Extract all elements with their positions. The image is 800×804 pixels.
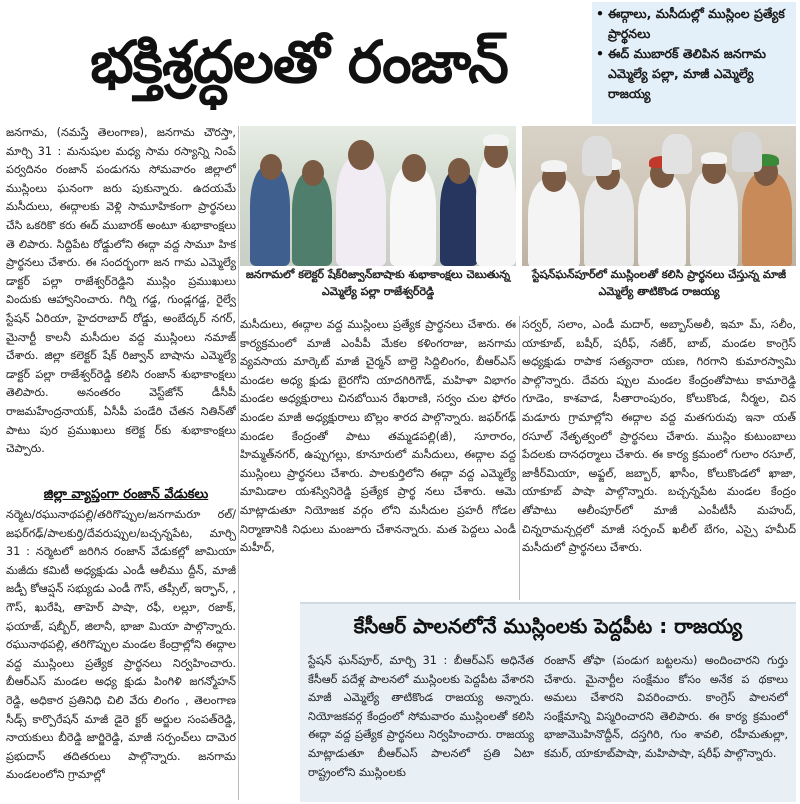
bullet-icon: •	[596, 6, 604, 21]
article-column-middle: మసీదులు, ఈద్గాల వద్ద ముస్లింలు ప్రత్యేక ప్రార్థనలు చేశారు. ఈ కార్యక్రమంలో మాజీ ఎంపీపీ మేకల కళింగరాజు, జనగామ వ్యవసాయ మార్కెట్ మాజీ చైర్మన్ బాల్దె సిద్దిలింగం, బీఆర్ఎస్ మండల అధ్య క్షుడు బైరగోని యాదగిరిగౌడ్, మహిళా విభాగం మండల అధ్యక్షురాలు చినబోయిన రేఖరాణి, సర్వం చుల ఫోరం మండల మాజీ అధ్యక్షురాలు బొల్లం శారద పాల్గొన్నారు. జఫర్‌గఢ్ మండల కేంద్రంతో పాటు తమ్మడపల్లి(జీ), సూరారం, హిమ్మత్‌నగర్, ఉప్పుగల్లు, కూనూరులో మసీదులు, ఈద్గాల వద్ద ముస్లింలు ప్రార్థనలు చేశారు. పాలకుర్తిలోని ఈద్గా వద్ద ఎమ్మెల్యే మామిడాల యశస్వినిరెడ్డి ప్రత్యేక ప్రార్థ నలు చేశారు. ఆమె మాట్లాడుతూ నియోజక వర్గం లోని మసీదుల ప్రహరీ గోడల నిర్మాణానికి నిధులు మంజూరు చేశానన్నారు. మత పెద్దలు ఎండీ మహీద్,	[240, 318, 516, 555]
photo-caption-1: జనగామలో కలెక్టర్ షేక్‌రిజ్వాన్‌బాషాకు శుభాకాంక్షలు చెబుతున్న ఎమ్మెల్యే పల్లా రాజేశ్వర్‌రెడ్డి	[245, 268, 511, 298]
kicker-item	[596, 4, 792, 44]
sidebar-story-column-2: రంజాన్ తోఫా (పండుగ బట్టలను) అందించారని గుర్తు చేశారు. మైనార్టీల సంక్షేమం కోసం అనేక ప థకాలు అమలు చేశారని వివరించారు. కాంగ్రెస్ పాలనలో సంక్షేమాన్ని విస్మరించారని తెలిపారు. ఈ కార్య క్రమంలో భాజామొహినొద్దీన్, దస్తగిరి, గుం శావలి, రహీమతుల్లా, కమర్, యాకూబ్‌పాషా, మహిపాషా, షరీఫ్ పాల్గొన్నారు.	[544, 654, 788, 760]
photo-collector-greeting	[240, 126, 516, 266]
sidebar-story-column-1: స్టేషన్ ఘన్‌పూర్, మార్చి 31 : బీఆర్ఎస్ అధినేత కేసీఆర్ పదేళ్ల పాలనలో ముస్లింలకు పెద్దపీట వేశారని మాజీ ఎమ్మెల్యే తాటికొండ రాజయ్య అన్నారు. నియోజకవర్గ కేంద్రంలో సోమవారం ముస్లింలతో కలిసి ఈద్గా వద్ద ప్రత్యేక ప్రార్థనలు నిర్వహించారు. రాజయ్య మాట్లాడుతూ బీఆర్ఎస్ పాలనలో ప్రతి ఏటా రాష్ట్రంలోని ముస్లింలకు	[308, 654, 534, 779]
headline: భక్తిశ్రద్ధలతో రంజాన్	[90, 28, 508, 96]
kicker-text: ఈద్గాలు, మసీదుల్లో ముస్లింల ప్రత్యేక ప్రార్థనలు	[608, 6, 785, 41]
subheading: జిల్లా వ్యాప్తంగా రంజాన్ వేడుకలు	[43, 487, 209, 502]
article-column-left-lower: నర్మెట/రఘునాథపల్లి/తరిగొప్పుల/జనగామరూ రల్/జఫర్‌గఢ్/పాలకుర్తి/దేవరుప్పుల/బచ్చన్నపేట, మార్చి 31 : నర్మెటలో జరిగిన రంజాన్ వేడుకల్లో జామియా మజీదు కమిటీ అధ్యక్షుడు ఎండీ ఆలీము ద్దీన్, మాజీ జడ్పీ కోఆప్షన్ సభ్యుడు ఎండీ గౌస్, తప్సీల్, ఇర్ఫాన్, , గౌస్, ఖురేషి, తాహెర్ పాషా, రఫీ, లల్లూ, రజాక్, ఫయాజ్, షబ్బీర్, జిలానీ, భాజా మియా పాల్గొన్నారు. రఘునాథపల్లి, తరిగొప్పుల మండల కేంద్రాల్లోని ఈద్గాల వద్ద ముస్లింలు ప్రత్యేక ప్రార్థనలు నిర్వహించారు. బీఆర్ఎస్ మండల అధ్య క్షుడు పింగిళి జగన్మోహన్ రెడ్డి, అధికార ప్రతినిధి చిలి వేరు లింగం , తెలంగాణ సీడ్స్ కార్పొరేషన్ మాజీ డైరె క్టర్ అర్జుల సంపత్‌రెడ్డి, నాయకులు బీరెడ్డి జార్జిరెడ్డి, మాజీ సర్పంచ్‌లు దామెర ప్రభుదాస్ తదితరులు పాల్గొన్నారు. జనగామ మండలంలోని గ్రామాల్లో	[6, 508, 236, 782]
article-column-right: సర్వర్, సలాం, ఎండీ మదార్, అబ్బాస్‌అలీ, ఇమా మ్, సలీం, యాకూబ్, బషీర్, షరీఫ్, నజీర్, బాబ్, మండల కాంగ్రెస్ అధ్యక్షుడు రాపాక సత్యనారా యణ, గిరగాని కుమారస్వామి పాల్గొన్నారు. దేవరు ప్పుల మండల కేంద్రంతోపాటు కామారెడ్డి గూడెం, కాశవాడ, సీతారాంపురం, కోలుకొండ, నీర్మల, చిన మడూరు గ్రామాల్లోని ఈద్గాల వద్ద మతగురువు ఇనా యత్ రసూల్ నేతృత్వంలో ప్రార్థనలు చేశారు. ముస్లిం కుటుంబాలు పేదలకు దానధర్మాలు చేశారు. ఈ కార్య క్రమంలో గులాం రసూల్, జాకీర్‌మియా, అఫ్జల్, జబ్బార్, ఖాసీం, కోలుకొండలో ఖాజా, యాకూబ్ పాషా పాల్గొన్నారు. బచ్చన్నపేట మండల కేంద్రం తోపాటు ఆలీంపూర్‌లో మాజీ ఎంపీటీసీ మహుద్, చిన్నరామన్చర్లలో మాజీ సర్పంచ్ ఖలీల్ బేగం, ఎస్సై హమీద్ మసీదులో ప్రార్థనలు చేశారు.	[522, 318, 796, 555]
kicker-item	[596, 44, 792, 104]
photo-caption-2: స్టేషన్‌ఘన్‌పూర్‌లో ముస్లింలతో కలిసి ప్రార్థనలు చేస్తున్న మాజీ ఎమ్మెల్యే తాటికొండ రాజయ్య	[531, 268, 787, 298]
kicker-box	[592, 2, 796, 124]
photo-prayers	[522, 126, 796, 266]
sidebar-story-headline: కేసీఆర్ పాలనలోనే ముస్లింలకు పెద్దపీట : రాజయ్య	[353, 614, 743, 638]
column-divider	[519, 316, 520, 600]
article-column-left: జనగామ, (నమస్తే తెలంగాణ), జనగామ చౌరస్తా, మార్చి 31 : మనుషుల మధ్య సామ రస్యాన్ని నింపే పర్వదినం రంజాన్ పండుగను సోమవారం జిల్లాలో ముస్లింలు ఘనంగా జరు పుకున్నారు. ఉదయమే మసీదులు, ఈద్గాలకు వెళ్లి సామూహికంగా ప్రార్థనలు చేసి ఒకరికొ కరు ఈద్ ముబారక్ అంటూ శుభాకాంక్షలు తె లిపారు. సిద్దిపేట రోడ్డులోని ఈద్గా వద్ద సామూ హిక ప్రార్థనలు చేశారు. ఈ సందర్భంగా జన గామ ఎమ్మెల్యే డాక్టర్ పల్లా రాజేశ్వర్‌రెడ్డిని ముస్లిం ప్రముఖులు విందుకు ఆహ్వానించారు. గిర్ని గడ్డ, గుండ్లగడ్డ, రైల్వే స్టేషన్ ఏరియా, హైదరాబాద్ రోడ్డు, అంబేద్కర్ నగర్, మైనార్టీ కాలనీ మసీదుల వద్ద ముస్లింలు నమాజ్ చేశారు. జిల్లా కలెక్టర్ షేక్ రిజ్వాన్ బాషాను ఎమ్మెల్యే డాక్టర్ పల్లా రాజేశ్వర్‌రెడ్డి కలిసి రంజాన్ శుభాకాంక్షలు తెలిపారు. అనంతరం వెస్ట్‌జోన్ డీసీపీ రాజమహేంద్రనాయక్, ఏసీపీ పండేరి చేతన నితిన్‌తో పాటు పుర ప్రముఖులు కలెక్ట ర్‌కు శుభాకాంక్షలు చెప్పారు.	[6, 126, 236, 456]
column-divider	[238, 126, 239, 800]
kicker-text: ఈద్ ముబారక్ తెలిపిన జనగామ ఎమ్మెల్యే పల్లా, మాజీ ఎమ్మెల్యే రాజయ్య	[608, 46, 767, 101]
sidebar-story-box	[300, 602, 796, 802]
bullet-icon: •	[596, 46, 604, 61]
